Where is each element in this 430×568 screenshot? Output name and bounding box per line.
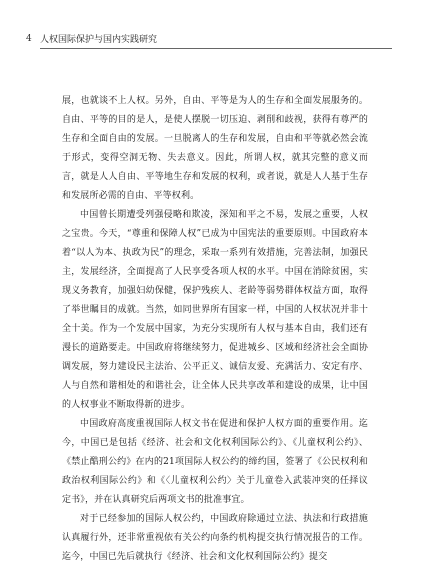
running-head: 人权国际保护与国内实践研究	[40, 35, 158, 45]
paragraph-3: 中国政府高度重视国际人权文书在促进和保护人权方面的重要作用。迄今，中国已是包括《经济、社会和文化权利国际公约》、《儿童权利公约》、《禁止酷刑公约》在内的21项国际人权公约的缔约国，签署了《公民权利和政治权利国际公约》和《〈儿童权利公约〉关于儿童卷入武装冲突的任择议定书》，并在认真研究后两项文书的批准事宜。	[62, 419, 368, 505]
header-rule	[40, 48, 392, 49]
paragraph-4: 对于已经参加的国际人权公约，中国政府除通过立法、执法和行政措施认真履行外，还非常重视依有关公约向条约机构提交执行情况报告的工作。迄今，中国已先后就执行《经济、社会和文化权利国际公约》提交	[62, 514, 368, 562]
body-text	[62, 92, 368, 567]
page-number: 4	[26, 34, 32, 44]
paragraph-1: 展，也就谈不上人权。另外，自由、平等是为人的生存和全面发展服务的。自由、平等的目的是人，是使人摆脱一切压迫、剥削和歧视，获得有尊严的生存和全面自由的发展。一旦脱离人的生存和发展，自由和平等就必然会流于形式，变得空洞无物、失去意义。因此，所谓人权，就其完整的意义而言，就是人人自由、平等地生存和发展的权利，或者说，就是人人基于生存和发展所必需的自由、平等权利。	[62, 96, 368, 201]
paragraph-2: 中国曾长期遭受列强侵略和欺凌，深知和平之不易，发展之重要，人权之宝贵。今天，“尊重和保障人权”已成为中国宪法的重要原则。中国政府本着“以人为本、执政为民”的理念，采取一系列有效措施，完善法制，加强民主，发展经济，全面提高了人民享受各项人权的水平。中国在消除贫困，实现义务教育，加强妇幼保健，保护残疾人、老龄等弱势群体权益方面，取得了举世瞩目的成就。当然，如同世界所有国家一样，中国的人权状况并非十全十美。作为一个发展中国家，为充分实现所有人权与基本自由，我们还有漫长的道路要走。中国政府将继续努力，促进城乡、区域和经济社会全面协调发展，努力建设民主法治、公平正义、诚信友爱、充满活力、安定有序、人与自然和谐相处的和谐社会，让全体人民共享改革和建设的成果，让中国的人权事业不断取得新的进步。	[62, 210, 368, 410]
